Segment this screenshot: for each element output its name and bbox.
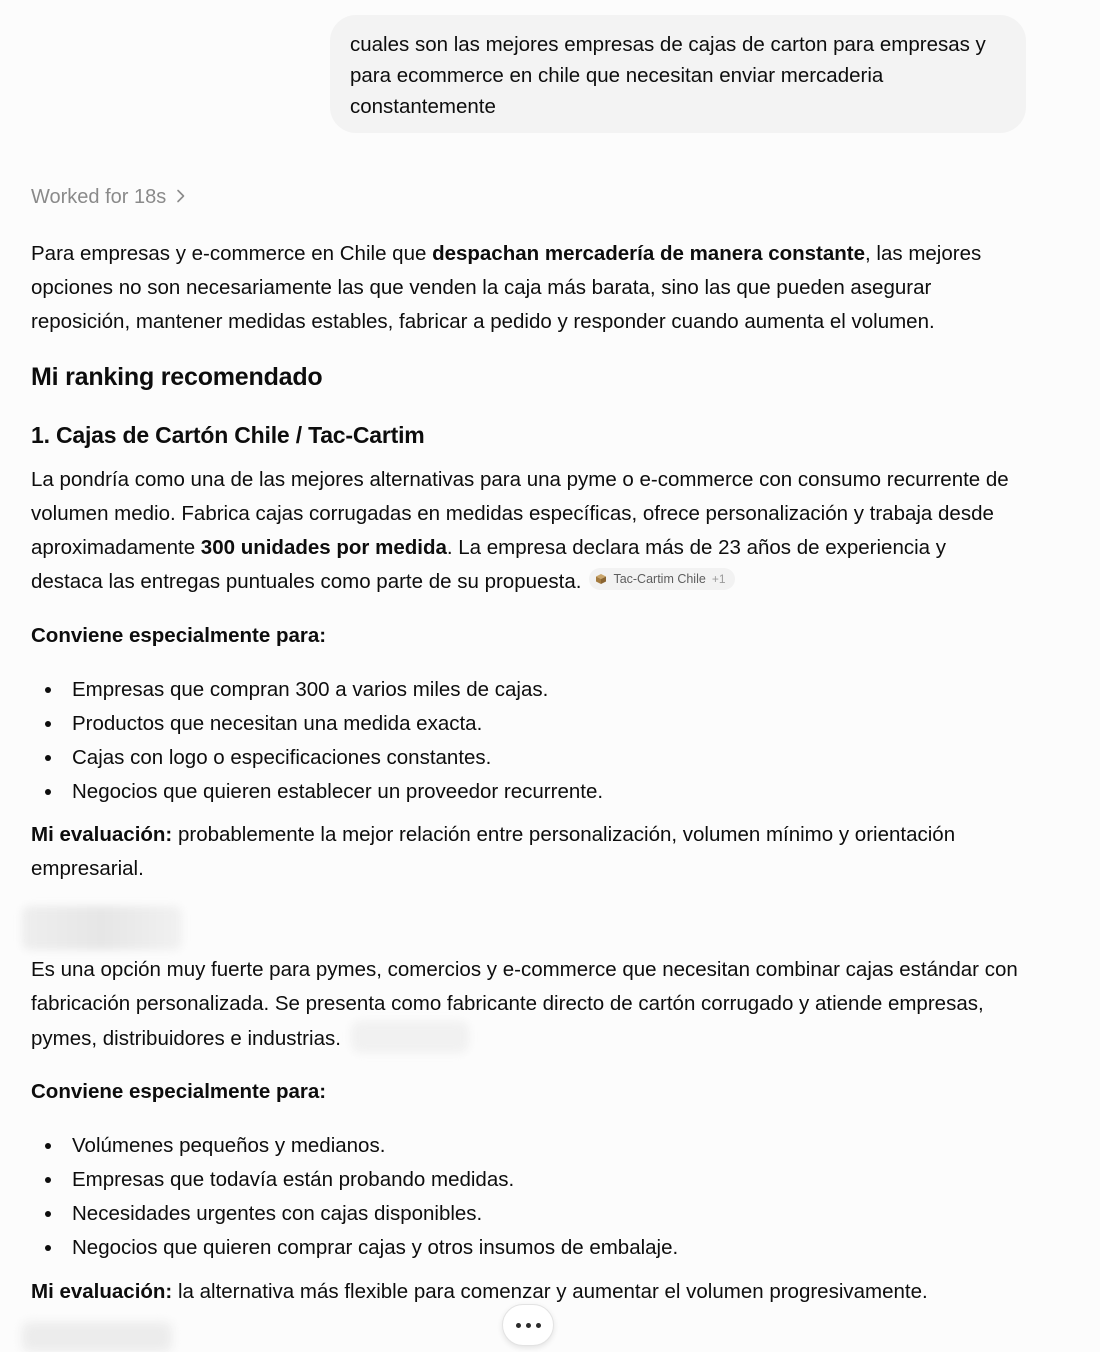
list-item: Negocios que quieren establecer un proveedor recurrente. xyxy=(31,775,1021,809)
intro-paragraph xyxy=(31,237,1021,339)
redacted-next-heading xyxy=(22,1322,172,1352)
redacted-citation xyxy=(351,1021,469,1053)
section-1-heading: 1. Cajas de Cartón Chile / Tac-Cartim xyxy=(31,422,425,448)
citation-source: Tac-Cartim Chile xyxy=(613,572,706,586)
section-1-text-bold: 300 unidades por medida xyxy=(200,536,447,559)
section-1-suits-heading: Conviene especialmente para: xyxy=(31,624,327,647)
user-message-text: cuales son las mejores empresas de cajas de carton para empresas y para ecommerce en chile que necesitan enviar mercaderia constantemente xyxy=(350,33,986,118)
intro-text-start: Para empresas y e-commerce en Chile que xyxy=(31,242,433,265)
ranking-heading: Mi ranking recomendado xyxy=(31,363,323,391)
worked-for-toggle[interactable] xyxy=(31,186,186,209)
list-item: Necesidades urgentes con cajas disponibles. xyxy=(31,1197,1021,1231)
section-2-evaluation-text: la alternativa más flexible para comenzar y aumentar el volumen progresivamente. xyxy=(172,1280,928,1303)
list-item: Empresas que compran 300 a varios miles de cajas. xyxy=(31,673,1021,707)
more-horizontal-icon xyxy=(516,1323,521,1328)
redacted-section-2-heading xyxy=(22,906,182,950)
list-item: Negocios que quieren comprar cajas y otros insumos de embalaje. xyxy=(31,1231,1021,1265)
worked-for-label: Worked for 18s xyxy=(31,186,167,208)
section-2-bullet-list xyxy=(31,1129,1021,1265)
intro-text-bold: despachan mercadería de manera constante xyxy=(432,242,866,265)
section-1-evaluation xyxy=(31,818,1021,886)
more-horizontal-icon xyxy=(536,1323,541,1328)
list-item: Productos que necesitan una medida exacta. xyxy=(31,707,1021,741)
section-1-evaluation-label: Mi evaluación: xyxy=(31,823,173,846)
more-horizontal-icon xyxy=(526,1323,531,1328)
chevron-right-icon xyxy=(176,187,186,208)
section-2-paragraph xyxy=(31,953,1021,1056)
section-1-evaluation-text: probablemente la mejor relación entre personalización, volumen mínimo y orientación empresarial. xyxy=(31,823,956,880)
user-message-bubble xyxy=(330,15,1026,133)
section-1-text-start: La pondría como una de las mejores alternativas para una pyme o e-commerce con consumo recurrente de volumen medio. Fabrica cajas corrugadas en medidas específicas, ofrece personalización y trabaja desde aproximadamente xyxy=(31,468,1009,559)
section-1-paragraph xyxy=(31,463,1021,599)
list-item: Empresas que todavía están probando medidas. xyxy=(31,1163,1021,1197)
section-2-evaluation-label: Mi evaluación: xyxy=(31,1280,173,1303)
more-options-button[interactable] xyxy=(502,1304,554,1346)
section-1-text-end: . La empresa declara más de 23 años de experiencia y destaca las entregas puntuales como parte de su propuesta. xyxy=(31,536,947,593)
section-2-suits-heading: Conviene especialmente para: xyxy=(31,1080,327,1103)
list-item: Volúmenes pequeños y medianos. xyxy=(31,1129,1021,1163)
citation-pill[interactable] xyxy=(589,568,734,590)
intro-text-end: , las mejores opciones no son necesariamente las que venden la caja más barata, sino las que pueden asegurar reposición, mantener medidas estables, fabricar a pedido y responder cuando aumenta el volumen. xyxy=(31,242,982,333)
citation-extra-count: +1 xyxy=(711,572,726,586)
box-icon xyxy=(595,573,607,585)
list-item: Cajas con logo o especificaciones constantes. xyxy=(31,741,1021,775)
section-2-text: Es una opción muy fuerte para pymes, comercios y e-commerce que necesitan combinar cajas estándar con fabricación personalizada. Se presenta como fabricante directo de cartón corrugado y atiende empresas, pymes, distribuidores e industrias. xyxy=(31,958,1018,1050)
section-1-bullet-list xyxy=(31,673,1021,809)
